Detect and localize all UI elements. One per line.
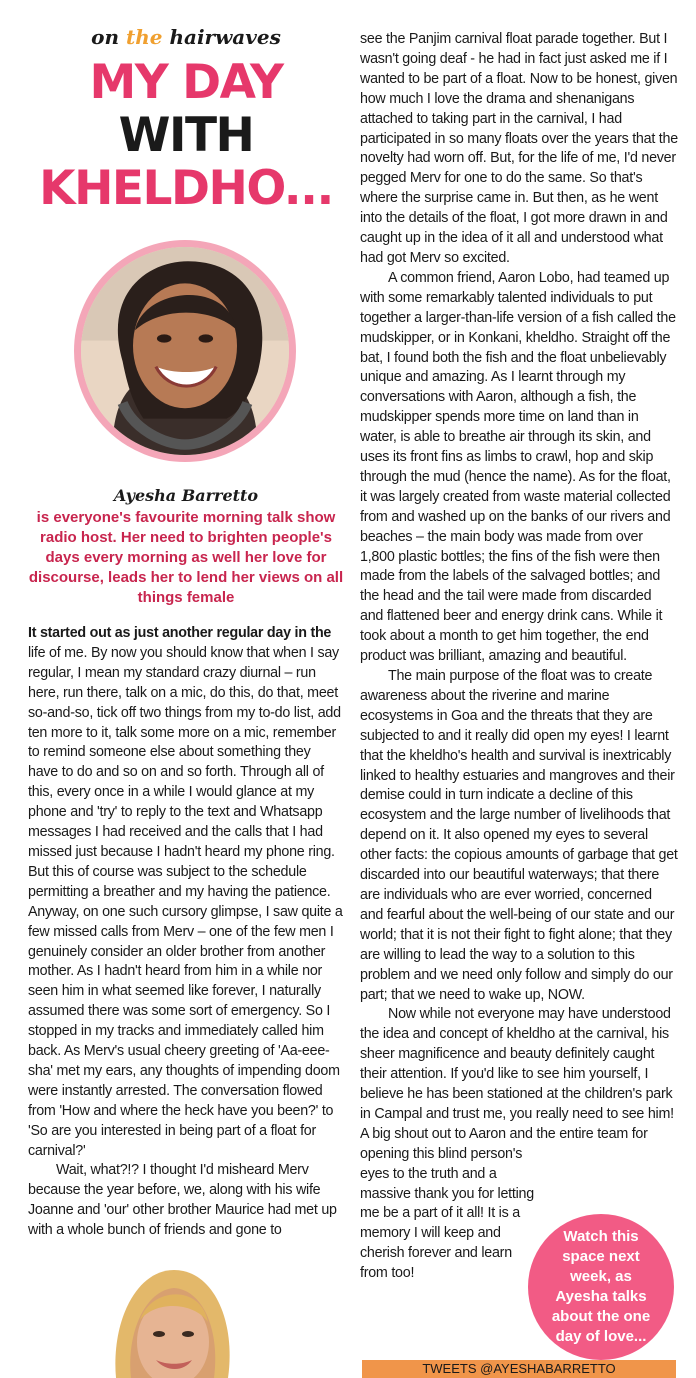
author-name: Ayesha Barretto	[113, 486, 259, 505]
article-body-left	[28, 624, 344, 1241]
paragraph-6: Now while not everyone may have understood the idea and concept of kheldho at the carnival, his sheer magnificence and beauty definitely caught their attention. If you'd like to see him yourself, I believe he has been stationed at the children's park in Campal and trust me, you really need to see him! A big shout out to Aaron and the entire team for	[360, 1006, 674, 1142]
left-column	[28, 24, 344, 1239]
bottom-photo	[96, 1262, 246, 1378]
headline-line-1: MY DAY	[89, 55, 283, 110]
section-kicker: on the hairwaves	[91, 25, 281, 49]
twitter-handle: TWEETS @AYESHABARRETTO	[422, 1361, 616, 1376]
paragraph-3: see the Panjim carnival float parade together. But I wasn't going deaf - he had in fact just asked me if I wanted to be part of a float. Now to be honest, given how much I love the drama and shenanigans attached to taking part in the carnival, I had participated in so many floats over the years that the novelty had worn off. But, for the life of me, I'd never pegged Merv for one to do the same. So that's where the surprise came in. But then, as he went into the details of the float, I got more drawn in and caught up in the idea of it all and understood what had got Merv so excited.	[360, 31, 678, 266]
paragraph-4: A common friend, Aaron Lobo, had teamed up with some remarkably talented individuals to put together a larger-than-life version of a fish called the mudskipper, or in Konkani, kheldho. Straight off the bat, I found both the fish and the float unbelievably unique and amazing. As I learnt through my conversations with Aaron, although a fish, the mudskipper spends more time on land than in water, is able to breathe air through its skin, and uses its front fins as limbs to crawl, hop and skip through the mud (hence the name). As for the float, it was largely created from waste material collected from and washed up on the banks of our rivers and beaches – the main body was made from over 1,800 plastic bottles; the fins of the fish were then made from the labels of the salvaged bottles; and the head and the tail were made from discarded and flattened beer and energy drink cans. While it took about a month to get him together, the end product was brilliant, amazing and beautiful.	[360, 269, 676, 665]
author-portrait	[74, 240, 296, 462]
twitter-handle-bar[interactable]	[362, 1360, 676, 1378]
paragraph-2: Wait, what?!? I thought I'd misheard Merv because the year before, we, along with his wife Joanne and 'our' other brother Maurice had met up with a whole bunch of friends and gone to	[28, 1162, 337, 1239]
paragraph-7: opening this blind person's eyes to the truth and a massive thank you for letting me be a part of it all! It is a memory I will keep and cherish forever and learn from too!	[360, 1145, 534, 1282]
headline-line-3: KHELDHO...	[39, 161, 333, 216]
author-portrait-image	[81, 247, 289, 455]
author-bio: is everyone's favourite morning talk show radio host. Her need to brighten people's days every morning as well her love for discourse, leads her to lend her views on all things female	[28, 509, 344, 606]
headline-line-2: WITH	[118, 108, 254, 163]
headline	[28, 56, 344, 215]
promo-bubble	[528, 1214, 674, 1360]
paragraph-1: It started out as just another regular day in the life of me. By now you should know that when I say regular, I mean my standard crazy diurnal – run here, run there, talk on a mic, do this, do that, meet so-and-so, tick off two things from my to-do list, add ten more to it, talk some more on a mic, remember to remind someone else about something they have to do and so on and so forth. Through all of this, every once in a while I would glance at my phone and 'try' to reply to the text and Whatsapp messages I had received and the calls that I had missed just because I hadn't heard my phone ring. But this of course was subject to the schedule permitting a breather and my having the patience. Anyway, on one such cursory glimpse, I saw quite a few missed calls from Merv – one of the few men I genuinely consider an older brother from another mother. As I hadn't heard from him in a while nor seen him in what seemed like forever, I naturally assumed there was some sort of emergency. So I stopped in my tracks and immediately called him back. As Merv's usual cheery greeting of 'Aa-eee-sha' met my ears, any thoughts of impending doom were instantly arrested. The conversation flowed from 'How and where the heck have you been?' to 'So are you interested in being part of a float for carnival?'	[28, 625, 343, 1159]
promo-text: Watch this space next week, as Ayesha talks about the one day of love...	[551, 1228, 651, 1345]
lead-in: It started out as just another regular day in the	[28, 625, 332, 641]
right-column	[360, 30, 678, 1284]
bottom-photo-image	[96, 1262, 246, 1378]
article-body-right	[360, 30, 678, 1284]
paragraph-5: The main purpose of the float was to create awareness about the riverine and marine ecosystems in Goa and the threats that they are subjected to and it really did open my eyes! I learnt that the kheldho's health and survival is inextricably linked to healthy estuaries and mangroves and their demise could in turn indicate a decline of this ecosystem and the large number of livelihoods that depend on it. It also opened my eyes to several other facts: the copious amounts of garbage that get discarded into our beautiful waterways; that there are individuals who are ever worried, concerned and fearful about the well-being of our state and our world; that it is not their fight to fight alone; that they are willing to lead the way to a solution to this problem and we need only follow and simply do our part; that we need to wake up, NOW.	[360, 668, 678, 1003]
